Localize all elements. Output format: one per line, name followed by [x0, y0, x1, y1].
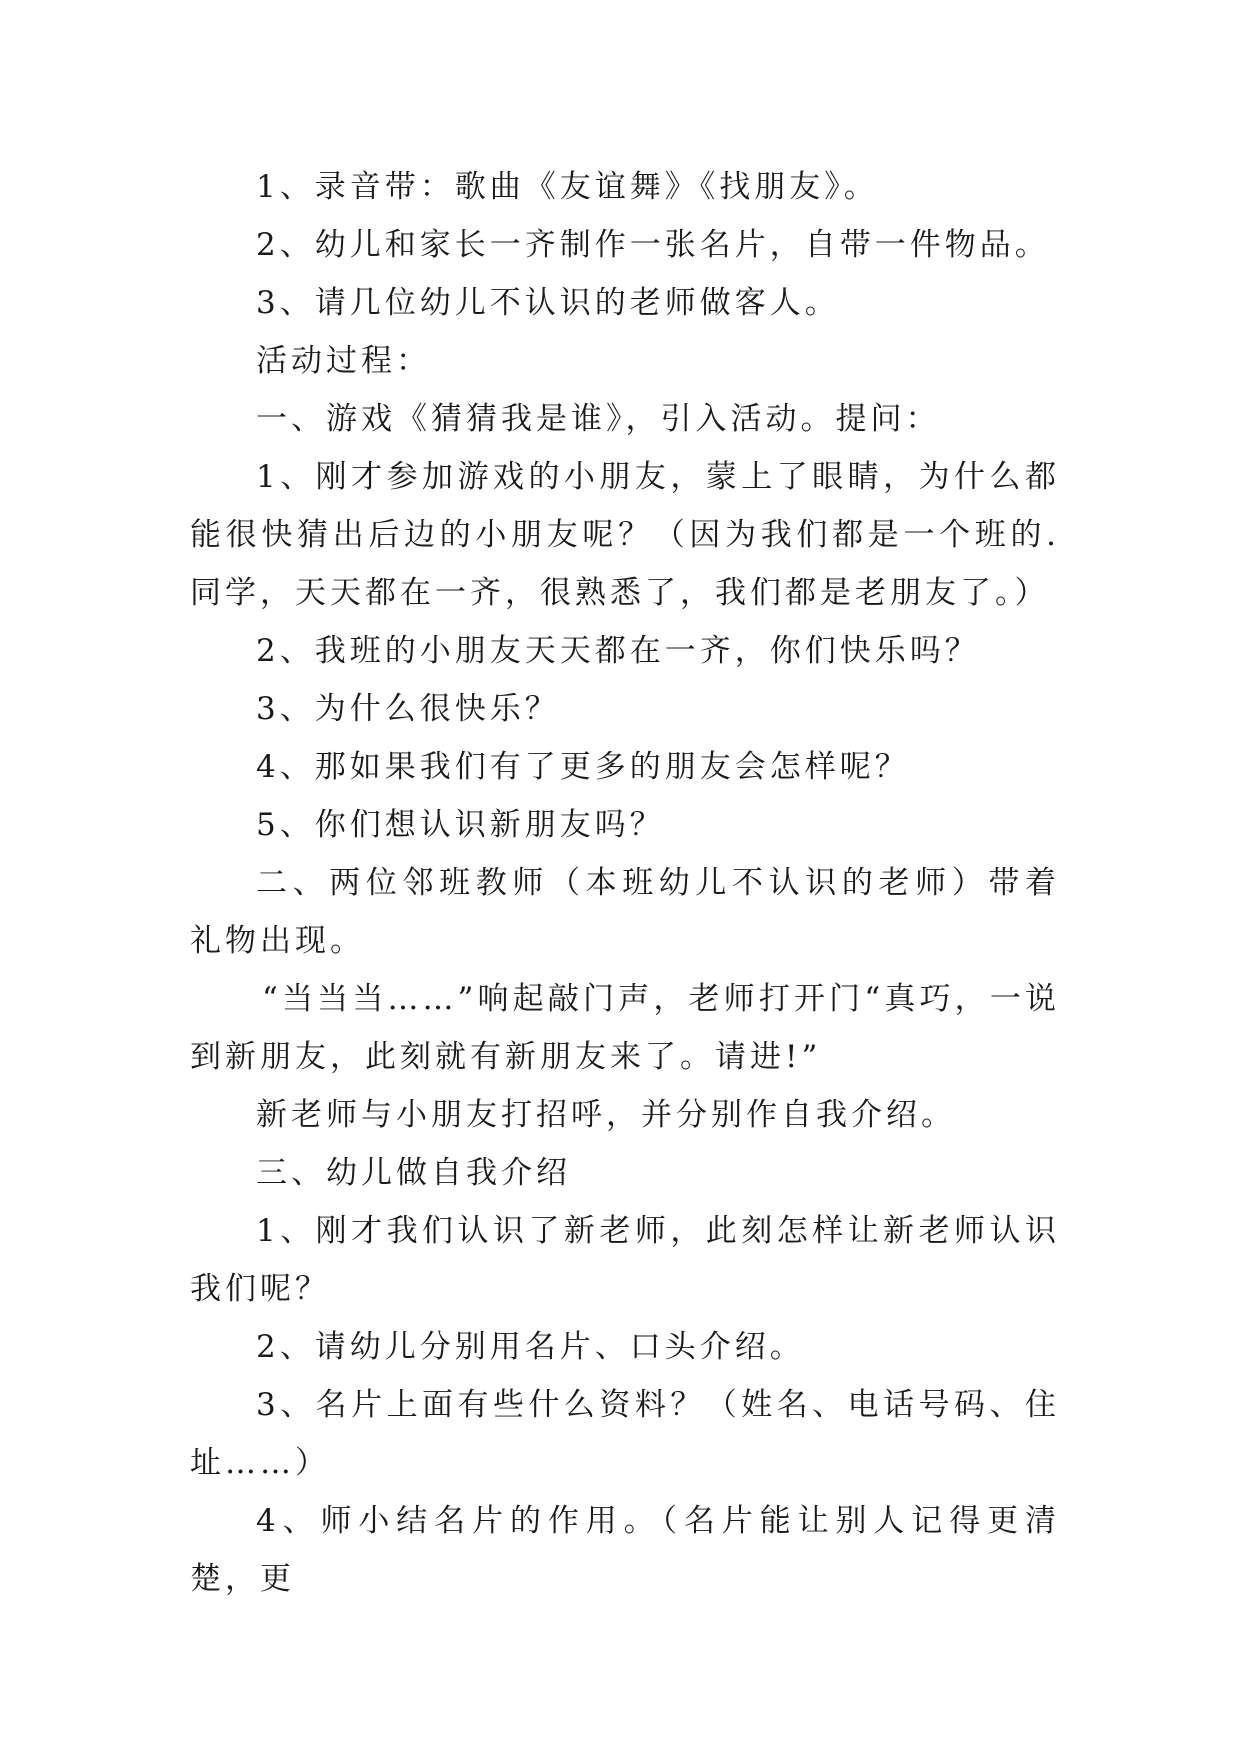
- paragraph-question-3: 3、为什么很快乐？: [256, 691, 560, 727]
- paragraph-intro-1: 1、刚才我们认识了新老师，此刻怎样让新老师认识我们呢？: [190, 1213, 1060, 1307]
- paragraph-intro-2: 2、请幼儿分别用名片、口头介绍。: [256, 1329, 805, 1365]
- paragraph-materials-3: 3、请几位幼儿不认识的老师做客人。: [256, 285, 840, 321]
- paragraph-intro-4: 4、师小结名片的作用。（名片能让别人记得更清楚，更: [190, 1503, 1060, 1597]
- paragraph-knock-door: “当当当……”响起敲门声，老师打开门“真巧，一说到新朋友，此刻就有新朋友来了。请进!”: [190, 981, 1060, 1075]
- section-heading-step-1: 一、游戏《猜猜我是谁》，引入活动。提问：: [256, 401, 941, 437]
- paragraph-intro-3: 3、名片上面有些什么资料？（姓名、电话号码、住址……）: [190, 1387, 1060, 1481]
- section-heading-step-2: 二、两位邻班教师（本班幼儿不认识的老师）带着礼物出现。: [190, 865, 1060, 959]
- document-body: [190, 158, 1060, 1608]
- paragraph-question-1: 1、刚才参加游戏的小朋友，蒙上了眼睛，为什么都能很快猜出后边的小朋友呢？（因为我们都是一个班的.同学，天天都在一齐，很熟悉了，我们都是老朋友了。）: [190, 459, 1060, 611]
- paragraph-question-4: 4、那如果我们有了更多的朋友会怎样呢？: [256, 749, 910, 785]
- section-heading-activity-process: 活动过程：: [256, 343, 431, 379]
- paragraph-teacher-intro: 新老师与小朋友打招呼，并分别作自我介绍。: [256, 1097, 956, 1133]
- paragraph-materials-2: 2、幼儿和家长一齐制作一张名片，自带一件物品。: [256, 227, 1050, 263]
- paragraph-materials-1: 1、录音带：歌曲《友谊舞》《找朋友》。: [256, 169, 879, 205]
- section-heading-step-3: 三、幼儿做自我介绍: [256, 1155, 571, 1191]
- paragraph-question-5: 5、你们想认识新朋友吗？: [256, 807, 665, 843]
- paragraph-question-2: 2、我班的小朋友天天都在一齐，你们快乐吗？: [256, 633, 980, 669]
